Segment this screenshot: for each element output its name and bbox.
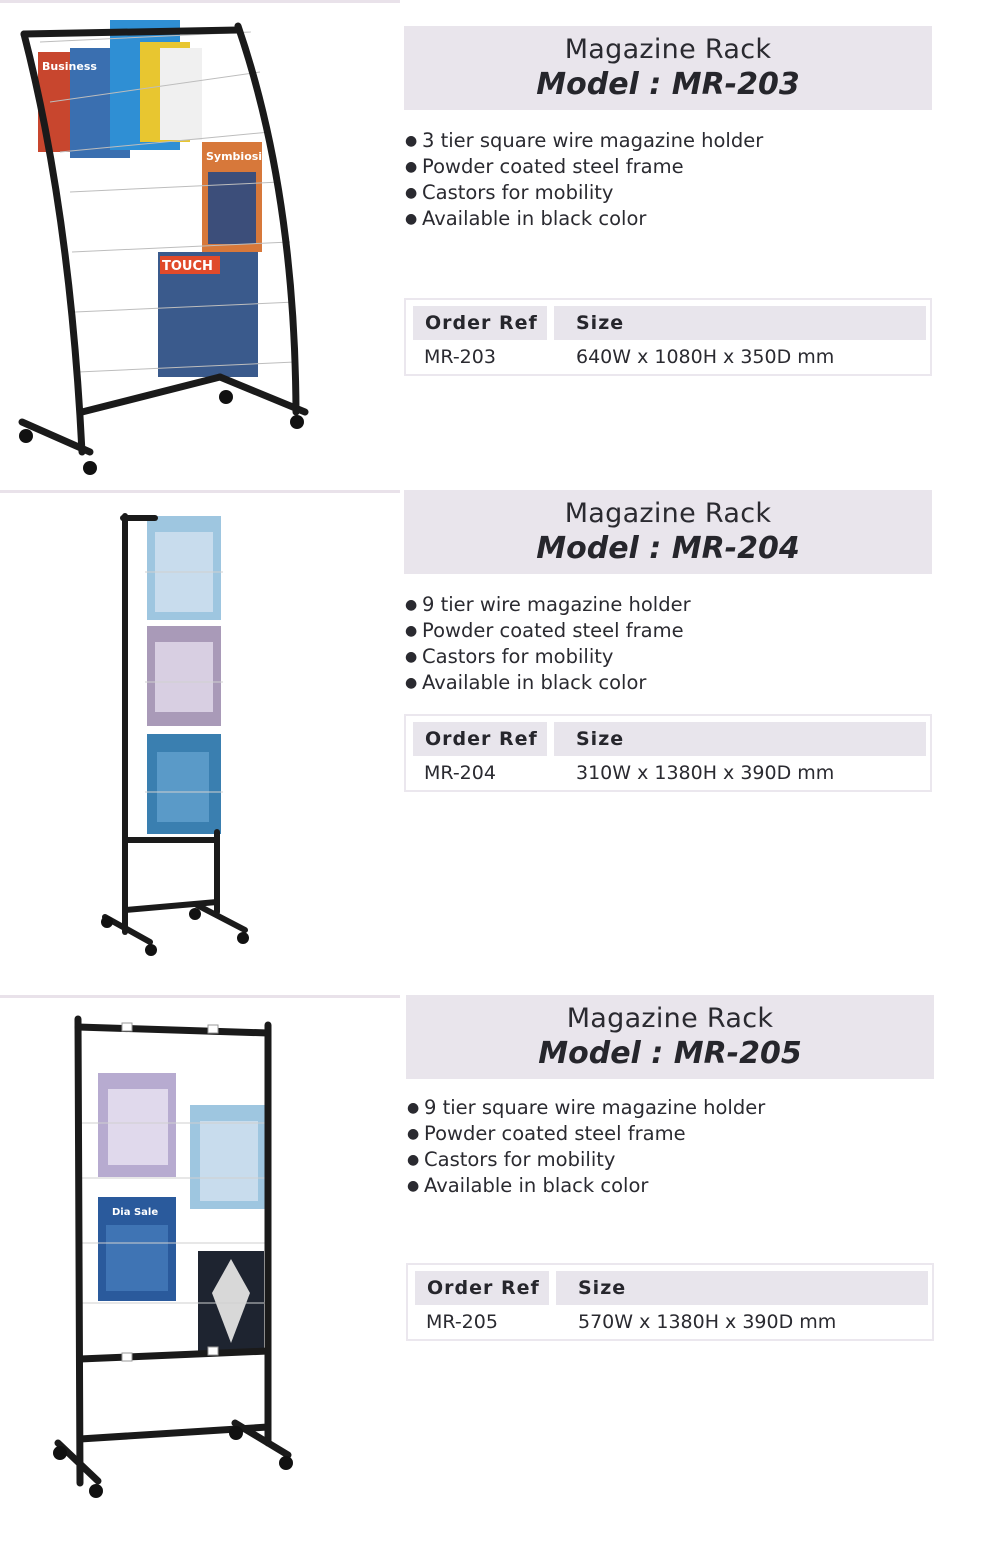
feature-text: Available in black color bbox=[422, 671, 647, 694]
product-model-title bbox=[406, 1036, 934, 1071]
magazine-cover-text: Business bbox=[42, 60, 97, 73]
feature-item bbox=[405, 618, 691, 644]
product-category-title: Magazine Rack bbox=[566, 1003, 774, 1034]
model-number: MR-203 bbox=[671, 67, 800, 102]
feature-text: Castors for mobility bbox=[422, 645, 614, 668]
feature-text: Available in black color bbox=[422, 207, 647, 230]
feature-text: Powder coated steel frame bbox=[422, 155, 684, 178]
bullet-icon: ● bbox=[407, 1100, 420, 1116]
bullet-icon: ● bbox=[407, 1178, 420, 1194]
size-header: Size bbox=[554, 306, 926, 340]
model-number: MR-204 bbox=[671, 531, 800, 566]
model-number: MR-205 bbox=[673, 1036, 802, 1071]
product-model-title bbox=[404, 67, 932, 102]
model-prefix: Model : bbox=[536, 67, 672, 102]
product-section-mr-204 bbox=[0, 490, 983, 995]
order-ref-header: Order Ref bbox=[413, 306, 547, 340]
feature-item bbox=[405, 592, 691, 618]
product-model-title bbox=[404, 531, 932, 566]
magazine-rack-mr-205-image bbox=[50, 1013, 300, 1513]
section-divider bbox=[0, 490, 400, 493]
spec-table bbox=[406, 1263, 934, 1341]
size-value: 570W x 1380H x 390D mm bbox=[578, 1311, 837, 1333]
order-ref-value: MR-203 bbox=[424, 346, 496, 368]
size-value: 310W x 1380H x 390D mm bbox=[576, 762, 835, 784]
feature-list bbox=[405, 128, 763, 232]
feature-item bbox=[407, 1095, 765, 1121]
bullet-icon: ● bbox=[407, 1126, 420, 1142]
feature-item bbox=[405, 206, 763, 232]
spec-table bbox=[404, 714, 932, 792]
feature-item bbox=[405, 154, 763, 180]
feature-item bbox=[407, 1147, 765, 1173]
feature-text: 9 tier square wire magazine holder bbox=[424, 1096, 766, 1119]
spec-table bbox=[404, 298, 932, 376]
feature-item bbox=[405, 180, 763, 206]
product-category-title: Magazine Rack bbox=[564, 34, 772, 65]
product-title-band bbox=[404, 490, 932, 574]
feature-item bbox=[405, 644, 691, 670]
feature-item bbox=[405, 128, 763, 154]
feature-text: Powder coated steel frame bbox=[422, 619, 684, 642]
magazine-rack-mr-203-image bbox=[10, 12, 320, 482]
model-prefix: Model : bbox=[536, 531, 672, 566]
bullet-icon: ● bbox=[405, 159, 418, 175]
bullet-icon: ● bbox=[405, 133, 418, 149]
bullet-icon: ● bbox=[405, 623, 418, 639]
feature-text: 3 tier square wire magazine holder bbox=[422, 129, 764, 152]
order-ref-header: Order Ref bbox=[415, 1271, 549, 1305]
feature-text: 9 tier wire magazine holder bbox=[422, 593, 691, 616]
feature-item bbox=[405, 670, 691, 696]
size-header: Size bbox=[556, 1271, 928, 1305]
feature-text: Available in black color bbox=[424, 1174, 649, 1197]
bullet-icon: ● bbox=[405, 597, 418, 613]
order-ref-value: MR-204 bbox=[424, 762, 496, 784]
size-value: 640W x 1080H x 350D mm bbox=[576, 346, 835, 368]
feature-list bbox=[407, 1095, 765, 1199]
feature-text: Castors for mobility bbox=[422, 181, 614, 204]
section-divider bbox=[0, 995, 400, 998]
bullet-icon: ● bbox=[405, 211, 418, 227]
product-title-band bbox=[406, 995, 934, 1079]
feature-text: Powder coated steel frame bbox=[424, 1122, 686, 1145]
bullet-icon: ● bbox=[405, 649, 418, 665]
order-ref-header: Order Ref bbox=[413, 722, 547, 756]
magazine-cover-text: TOUCH bbox=[162, 259, 213, 274]
size-header: Size bbox=[554, 722, 926, 756]
magazine-cover-text: Symbiosis bbox=[206, 150, 269, 163]
product-section-mr-203 bbox=[0, 0, 983, 490]
product-section-mr-205 bbox=[0, 995, 983, 1555]
order-ref-value: MR-205 bbox=[426, 1311, 498, 1333]
feature-item bbox=[407, 1173, 765, 1199]
bullet-icon: ● bbox=[405, 675, 418, 691]
bullet-icon: ● bbox=[407, 1152, 420, 1168]
product-title-band bbox=[404, 26, 932, 110]
feature-text: Castors for mobility bbox=[424, 1148, 616, 1171]
model-prefix: Model : bbox=[538, 1036, 674, 1071]
feature-item bbox=[407, 1121, 765, 1147]
section-divider bbox=[0, 0, 400, 3]
feature-list bbox=[405, 592, 691, 696]
product-category-title: Magazine Rack bbox=[564, 498, 772, 529]
bullet-icon: ● bbox=[405, 185, 418, 201]
magazine-rack-mr-204-image bbox=[95, 512, 265, 972]
magazine-cover-text: Dia Sale bbox=[112, 1207, 159, 1218]
